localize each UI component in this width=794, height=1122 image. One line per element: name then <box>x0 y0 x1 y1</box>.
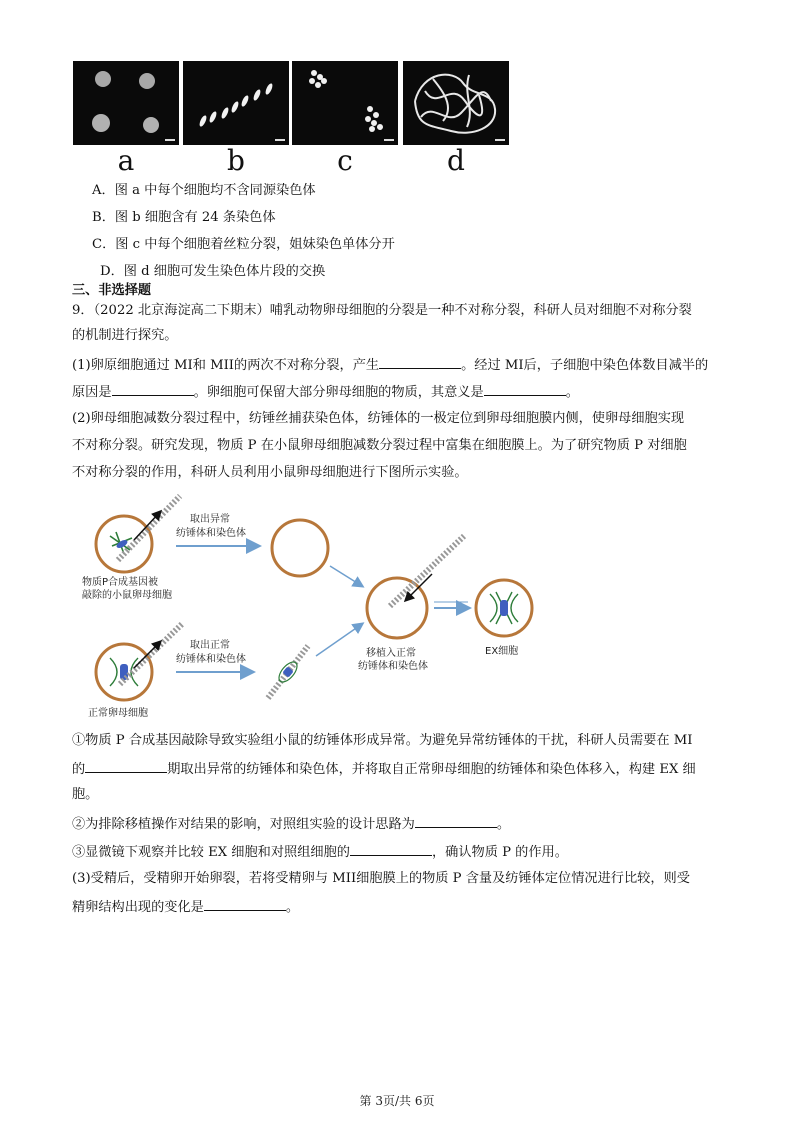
micrograph-row <box>73 61 513 181</box>
remove-normal-label-2: 纺锤体和染色体 <box>176 654 246 665</box>
answer-blank-2[interactable] <box>112 381 194 396</box>
sub2-text-a: ②为排除移植操作对结果的影响，对照组实验的设计思路为 <box>72 817 415 832</box>
part1-line1 <box>72 354 708 376</box>
transplant-label-1: 移植入正常 <box>366 648 416 659</box>
option-c: C．图 c 中每个细胞着丝粒分裂，姐妹染色单体分开 <box>92 237 395 252</box>
sub3-line <box>72 841 568 863</box>
part1-text-d: 。卵细胞可保留大部分卵母细胞的物质，其意义是 <box>193 385 484 400</box>
part1-text-b: 。经过 MI后，子细胞中染色体数目减半的 <box>461 358 709 373</box>
answer-blank-6[interactable] <box>350 841 432 856</box>
page-footer: 第 3页/共 6页 <box>359 1094 435 1108</box>
micrograph-a <box>73 61 179 145</box>
part1-line2 <box>72 381 579 403</box>
sub1-line3: 胞。 <box>72 787 99 802</box>
option-a: A．图 a 中每个细胞均不含同源染色体 <box>92 183 316 198</box>
arrow-to-recipient-2 <box>316 624 362 656</box>
section-title: 三、非选择题 <box>72 283 152 298</box>
micrograph-label-b: b <box>227 144 245 177</box>
sub3-text-a: ③显微镜下观察并比较 EX 细胞和对照组细胞的 <box>72 845 350 860</box>
sub1-line1: ①物质 P 合成基因敲除导致实验组小鼠的纺锤体形成异常。为避免异常纺锤体的干扰，科研人员需要在 MI <box>72 733 693 748</box>
answer-blank-4[interactable] <box>85 758 167 773</box>
micrograph-label-d: d <box>447 144 465 177</box>
micrograph-label-a: a <box>117 144 135 177</box>
part3-text-b: 。 <box>285 900 300 915</box>
sub2-line <box>72 813 510 835</box>
answer-blank-3[interactable] <box>484 381 566 396</box>
sub3-text-b: ，确认物质 P 的作用。 <box>431 845 568 860</box>
sub1-text-a: 的 <box>72 762 86 777</box>
answer-blank-5[interactable] <box>415 813 497 828</box>
ko-cell-label-1: 物质P合成基因被 <box>82 577 159 588</box>
micrograph-c <box>292 61 398 145</box>
part3-line1: (3)受精后，受精卵开始卵裂，若将受精卵与 MII细胞膜上的物质 P 含量及纺锤体定位情况进行比较，则受 <box>72 871 690 886</box>
answer-blank-1[interactable] <box>379 354 461 369</box>
experiment-diagram <box>72 488 632 728</box>
micrograph-d <box>403 61 509 145</box>
part3-line2 <box>72 896 299 918</box>
part1-text-c: 原因是 <box>72 385 112 400</box>
remove-abnormal-label-2: 纺锤体和染色体 <box>176 528 246 539</box>
part2-line1: (2)卵母细胞减数分裂过程中，纺锤丝捕获染色体，纺锤体的一极定位到卵母细胞膜内侧，使卵母细胞实现 <box>72 411 685 426</box>
enucleated-cell-membrane <box>272 520 328 576</box>
arrow-to-recipient <box>330 566 362 586</box>
option-d: D．图 d 细胞可发生染色体片段的交换 <box>100 264 326 279</box>
sub1-text-b: 期取出异常的纺锤体和染色体，并将取自正常卵母细胞的纺锤体和染色体移入，构建 EX 细 <box>167 762 696 777</box>
answer-blank-7[interactable] <box>204 896 286 911</box>
part3-text-a: 精卵结构出现的变化是 <box>72 900 204 915</box>
ex-cell-label: EX细胞 <box>485 646 519 657</box>
part2-line3: 不对称分裂的作用，科研人员利用小鼠卵母细胞进行下图所示实验。 <box>72 465 468 480</box>
micrograph-b <box>183 61 289 145</box>
sub2-text-b: 。 <box>496 817 511 832</box>
ko-cell-label-2: 敲除的小鼠卵母细胞 <box>82 590 172 601</box>
part2-line2: 不对称分裂。研究发现，物质 P 在小鼠卵母细胞减数分裂过程中富集在细胞膜上。为了研究物质 P 对细胞 <box>72 438 687 453</box>
remove-abnormal-label-1: 取出异常 <box>190 514 230 525</box>
part1-text-e: 。 <box>565 385 579 400</box>
remove-normal-label-1: 取出正常 <box>190 640 230 651</box>
normal-cell-label: 正常卵母细胞 <box>88 708 148 719</box>
sub1-line2 <box>72 758 696 780</box>
micrograph-label-c: c <box>337 144 353 177</box>
question-intro-line1: 9．（2022 北京海淀高二下期末）哺乳动物卵母细胞的分裂是一种不对称分裂，科研人员对细胞不对称分裂 <box>72 303 692 318</box>
transplant-label-2: 纺锤体和染色体 <box>358 661 428 672</box>
option-b: B．图 b 细胞含有 24 条染色体 <box>92 210 276 225</box>
part1-text-a: (1)卵原细胞通过 MI和 MII的两次不对称分裂，产生 <box>72 358 380 373</box>
question-intro-line2: 的机制进行探究。 <box>72 328 178 343</box>
